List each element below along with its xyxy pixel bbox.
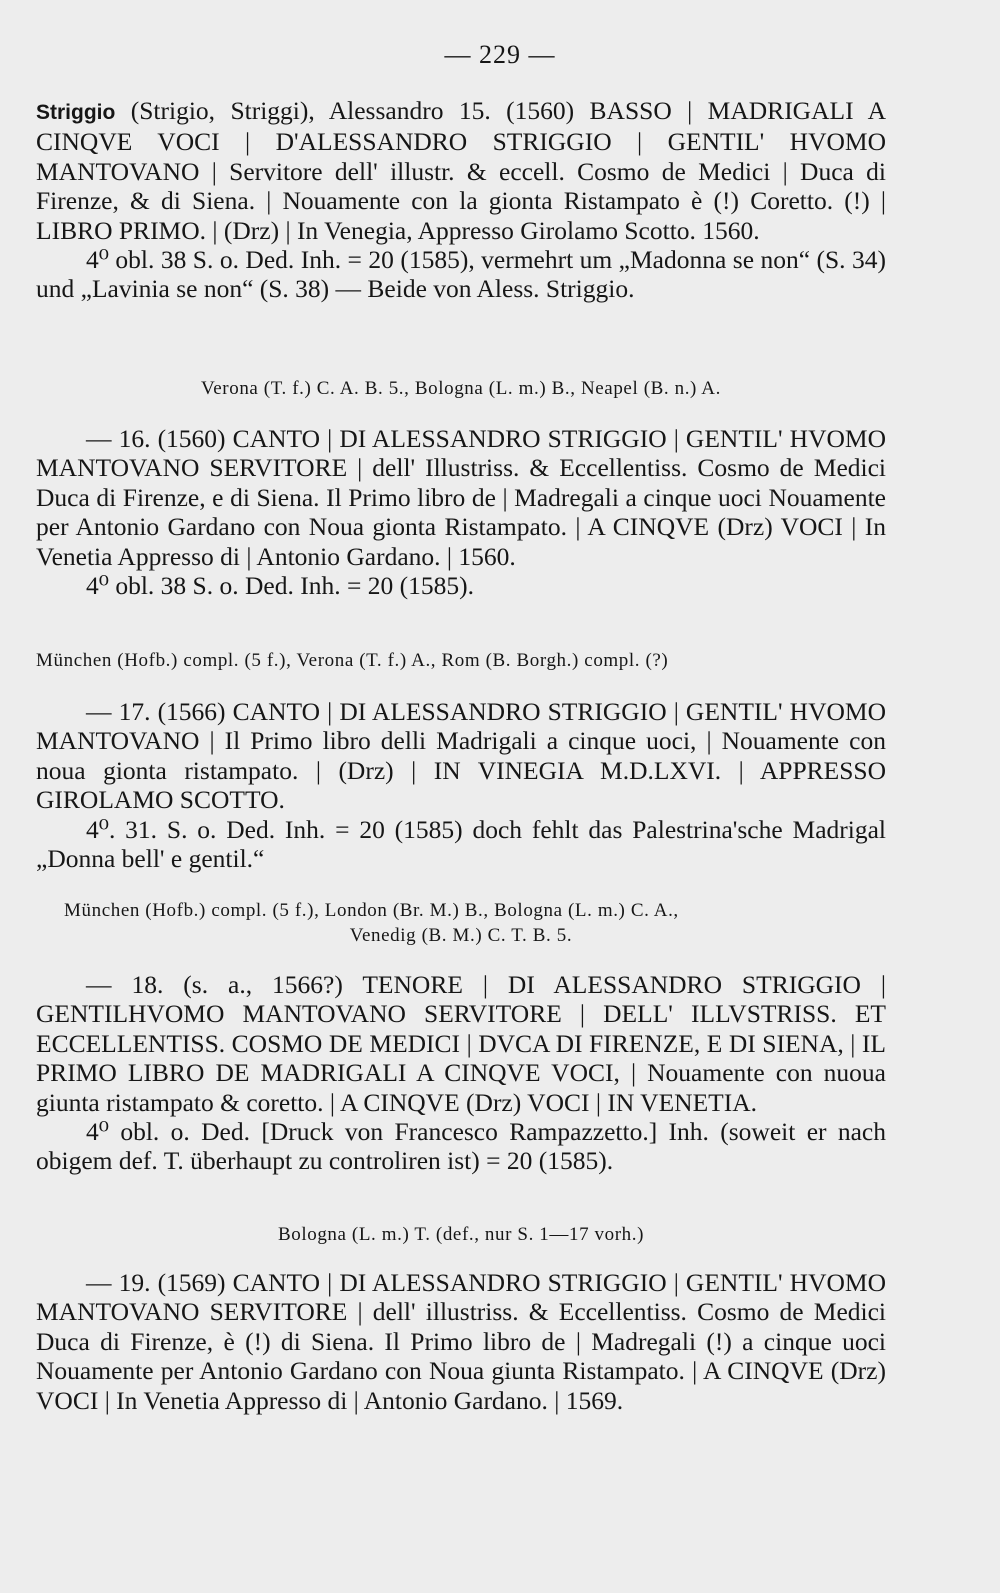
page-number: — 229 —	[444, 40, 556, 69]
entry-15-locations	[36, 376, 886, 401]
entry-17-heading: — 17. (1566) CANTO | DI ALESSANDRO STRIGGIO | GENTIL' HVOMO MANTOVANO | Il Primo libro delli Madrigali a cinque uoci, | Nouamente con noua gionta ristampato. | (Drz) | IN VINEGIA M.D.LXVI. | APPRESSO GIROLAMO SCOTTO.	[36, 697, 886, 815]
location-line: Bologna (L. m.) T. (def., nur S. 1—17 vorh.)	[277, 1224, 645, 1245]
location-line: München (Hofb.) compl. (5 f.), Verona (T. f.) A., Rom (B. Borgh.) compl. (?)	[36, 650, 669, 671]
entry-15-description: 4⁰ obl. 38 S. o. Ded. Inh. = 20 (1585), vermehrt um „Madonna se non“ (S. 34) und „Lavinia se non“ (S. 38) — Beide von Aless. Striggio.	[36, 245, 886, 304]
location-line: Verona (T. f.) C. A. B. 5., Bologna (L. m.) B., Neapel (B. n.) A.	[201, 378, 721, 399]
entry-17-locations	[36, 898, 886, 948]
entry-16-locations	[36, 648, 886, 673]
entry-15-heading: Striggio (Strigio, Striggi), Alessandro 15. (1560) BASSO | MADRIGALI A CINQVE VOCI | D'ALESSANDRO STRIGGIO | GENTIL' HVOMO MANTOVANO | Servitore dell' illustr. & eccell. Cosmo de Medici | Duca di Firenze, & di Siena. | Nouamente con la gionta Ristampato è (!) Coretto. (!) | LIBRO PRIMO. | (Drz) | In Venegia, Appresso Girolamo Scotto. 1560.	[36, 96, 886, 245]
entry-17-description: 4⁰. 31. S. o. Ded. Inh. = 20 (1585) doch fehlt das Palestrina'sche Madrigal „Donna bell' e gentil.“	[36, 814, 886, 874]
entry-18-heading: — 18. (s. a., 1566?) TENORE | DI ALESSANDRO STRIGGIO | GENTILHVOMO MANTOVANO SERVITORE | DELL' ILLVSTRISS. ET ECCELLENTISS. COSMO DE MEDICI | DVCA DI FIRENZE, E DI SIENA, | IL PRIMO LIBRO DE MADRIGALI A CINQVE VOCI, | Nouamente con nuoua giunta ristampato & coretto. | A CINQVE (Drz) VOCI | IN VENETIA.	[36, 970, 886, 1117]
entry-19	[36, 1268, 886, 1415]
entry-18	[36, 970, 886, 1176]
entry-16	[36, 424, 886, 600]
entry-16-heading: — 16. (1560) CANTO | DI ALESSANDRO STRIGGIO | GENTIL' HVOMO MANTOVANO SERVITORE | dell' Illustriss. & Eccellentiss. Cosmo de Medici Duca di Firenze, e di Siena. Il Primo libro de | Madregali a cinque uoci Nouamente per Antonio Gardano con Noua gionta Ristampato. | A CINQVE (Drz) VOCI | In Venetia Appresso di | Antonio Gardano. | 1560.	[36, 424, 886, 571]
entry-16-description: 4⁰ obl. 38 S. o. Ded. Inh. = 20 (1585).	[86, 571, 474, 601]
entry-18-locations	[36, 1222, 886, 1247]
author-name: Striggio	[36, 101, 116, 124]
entry-19-heading: — 19. (1569) CANTO | DI ALESSANDRO STRIGGIO | GENTIL' HVOMO MANTOVANO SERVITORE | dell' illustriss. & Eccellentiss. Cosmo de Medici Duca di Firenze, è (!) di Siena. Il Primo libro de | Madregali (!) a cinque uoci Nouamente per Antonio Gardano con Noua giunta Ristampato. | A CINQVE (Drz) VOCI | In Venetia Appresso di | Antonio Gardano. | 1569.	[36, 1268, 886, 1415]
entry-18-description: 4⁰ obl. o. Ded. [Druck von Francesco Rampazzetto.] Inh. (soweit er nach obigem def. T. überhaupt zu controliren ist) = 20 (1585).	[36, 1117, 886, 1176]
entry-17	[36, 697, 886, 873]
location-line: Venedig (B. M.) C. T. B. 5.	[349, 925, 573, 946]
entry-15	[36, 96, 886, 304]
location-line: München (Hofb.) compl. (5 f.), London (Br. M.) B., Bologna (L. m.) C. A.,	[64, 900, 679, 921]
